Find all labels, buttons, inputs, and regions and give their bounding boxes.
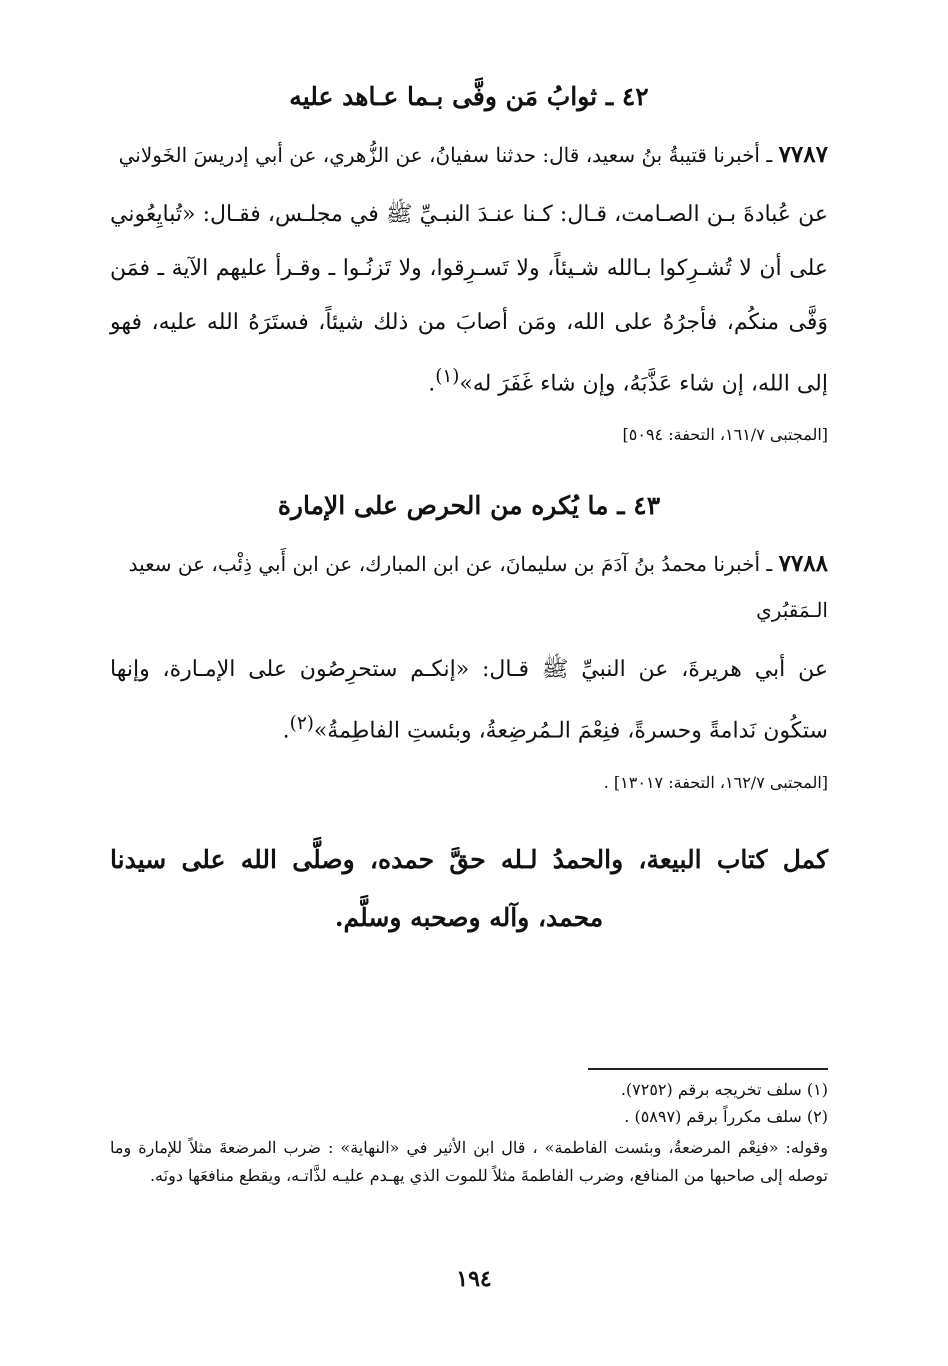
hadith-7787-matn <box>110 188 828 411</box>
footnote-1: (١) سلف تخريجه برقم (٧٢٥٢). <box>620 1080 828 1099</box>
section-heading-43: ٤٣ ـ ما يُكره من الحرص على الإمارة <box>277 491 661 521</box>
book-closing-text: كمل كتاب البيعة، والحمدُ لـله حقَّ حمده، وصلَّى الله على سيدنا محمد، وآله وصحبه وسلَّم. <box>110 844 828 932</box>
hadith-7787-isnad <box>110 132 828 178</box>
matn-text: عن أبي هريرةَ، عن النبيِّ ﷺ قـال: «إنكـم ستحرِصُون على الإمـارة، وإنها ستكُون نَدامةً وحسرةً، فنِعْمَ الـمُرضِعةُ، وبئستِ الفاطِمةُ» <box>110 657 828 744</box>
page-body <box>110 70 828 947</box>
hadith-number: ٧٧٨٨ <box>778 550 828 578</box>
footnote-commentary: وقوله: «فنِعْم المرضعةُ، وبئست الفاطمة» ، قال ابن الأثير في «النهاية» : ضرب المرضعةَ مثلاً للإمارة وما توصله إلى صاحبها من المنافع، وضرب الفاطمةَ مثلاً للموت الذي يهـدم عليـه لذَّاتـه، ويقطع منافعَها دونَه. <box>110 1138 828 1185</box>
hadith-7787-reference: [المجتبى ١٦١/٧، التحفة: ٥٠٩٤] <box>622 425 828 445</box>
footnote-divider <box>588 1068 828 1070</box>
section-heading-42: ٤٢ ـ ثوابُ مَن وفَّى بـما عـاهد عليه <box>289 82 649 111</box>
footnote-mark-2: (٢) <box>289 713 314 735</box>
hadith-number: ٧٧٨٧ <box>778 141 828 168</box>
footnote-2: (٢) سلف مكرراً برقم (٥٨٩٧) . <box>624 1107 828 1126</box>
page-number: ١٩٤ <box>456 1266 492 1292</box>
hadith-7788-reference: [المجتبى ١٦٢/٧، التحفة: ١٣٠١٧] . <box>603 772 828 792</box>
footnotes <box>110 1068 828 1190</box>
hadith-7788-matn <box>110 643 828 758</box>
matn-end: . <box>428 371 436 397</box>
hadith-7788-isnad <box>110 541 828 633</box>
section-spacer <box>110 449 828 479</box>
matn-text: عن عُبادةَ بـن الصـامت، قـال: كـنا عنـدَ النبـيِّ ﷺ في مجلـس، فقـال: «تُبايِعُوني على أن لا تُشـرِكوا بـالله شـيئاً، ولا تَسـرِقوا، ولا تَزنُـوا ـ وقـرأ عليهم الآية ـ فمَن وَفَّى منكُم، فأجرُهُ على الله، ومَن أصابَ من ذلك شيئاً، فستَرَهُ الله عليه، فهو إلى الله، إن شاء عَذَّبَهُ، وإن شاء غَفَرَ له» <box>110 202 828 397</box>
matn-end: . <box>282 718 290 744</box>
footnote-mark-1: (١) <box>435 366 460 387</box>
isnad-text: ـ أخبرنا محمدُ بنُ آدَمَ بن سليمانَ، عن ابن المبارك، عن ابن أَبي ذِئْب، عن سعيد الـمَقبُري <box>128 552 828 623</box>
isnad-text: ـ أخبرنا قتيبةُ بنُ سعيد، قال: حدثنا سفيانُ، عن الزُّهري، عن أبي إدريسَ الخَولاني <box>118 143 773 167</box>
